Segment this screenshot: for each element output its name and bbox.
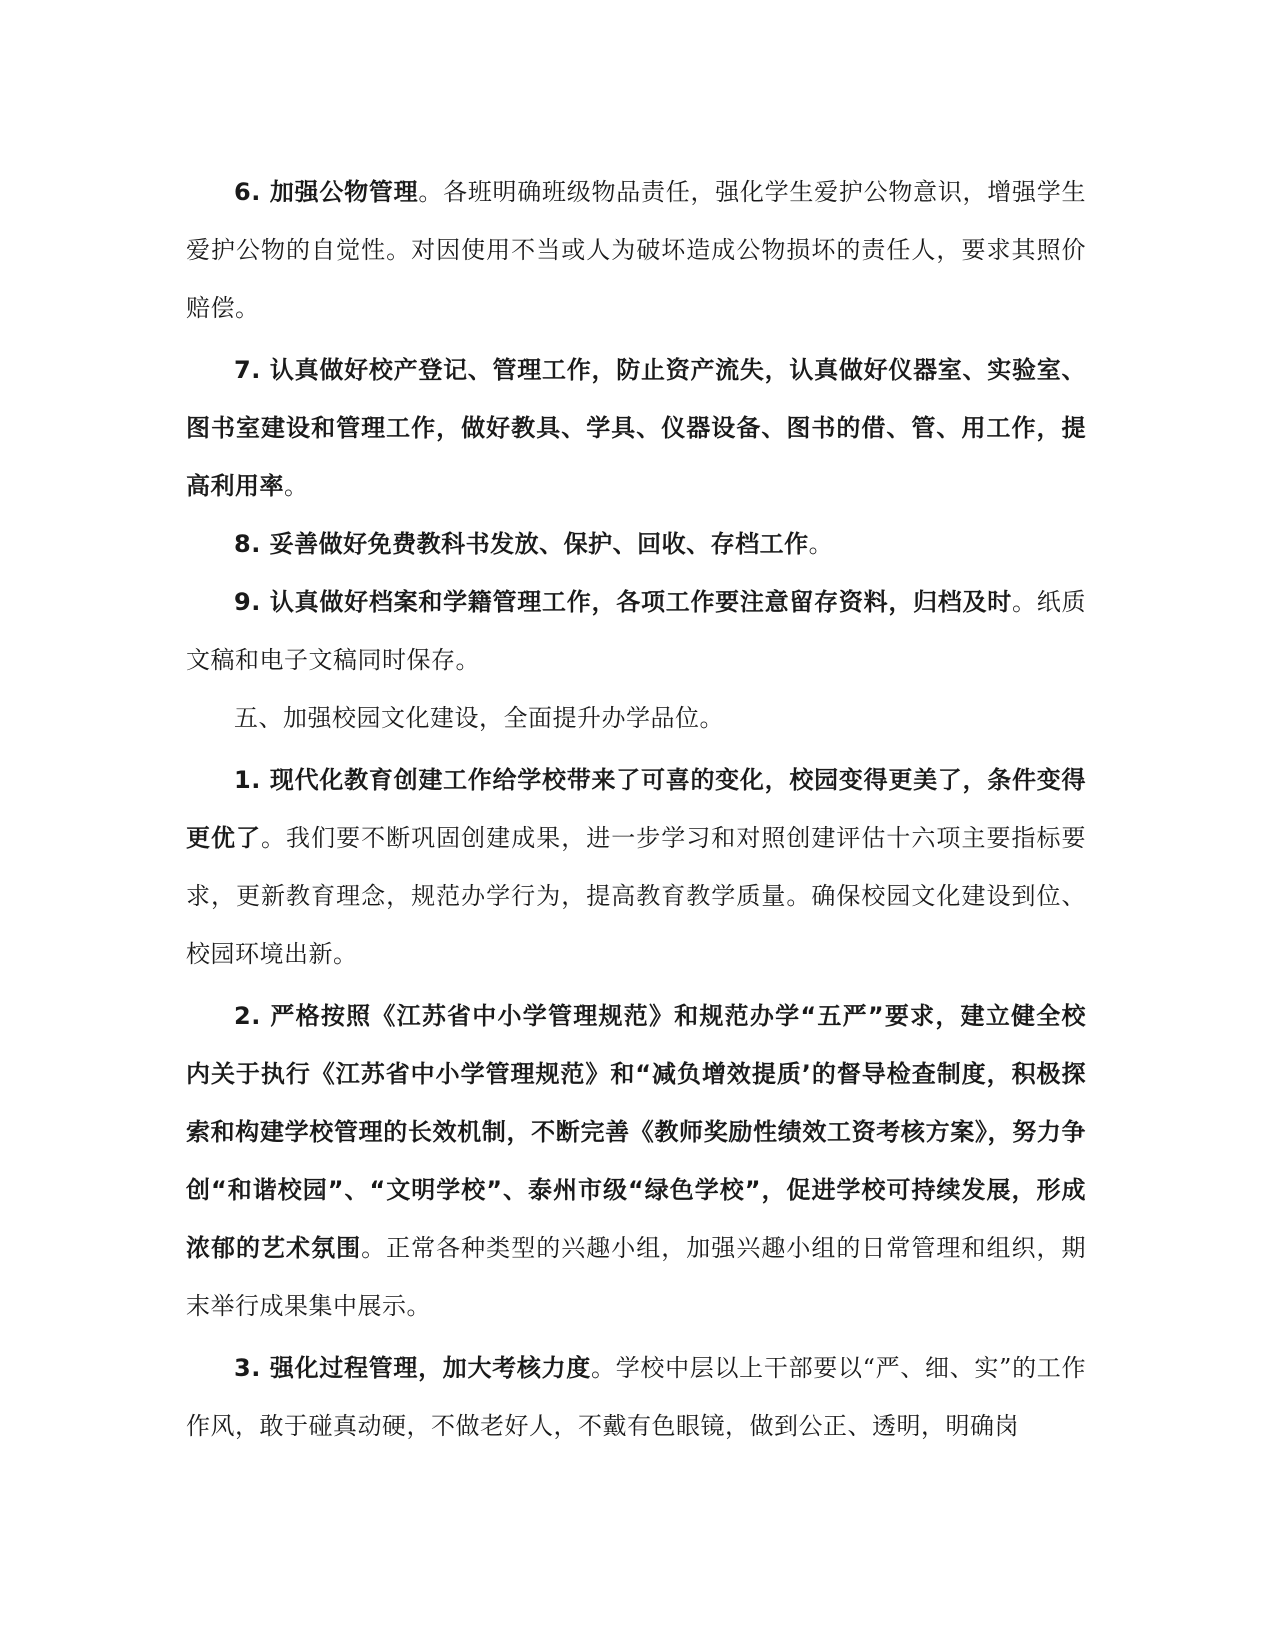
section-five-heading <box>186 689 1086 747</box>
section-five-item-1 <box>186 751 1086 983</box>
section-five-item-2 <box>186 987 1086 1335</box>
section-five-item-3 <box>186 1339 1086 1455</box>
paragraph-7 <box>186 341 1086 515</box>
paragraph-6-text: 。各班明确班级物品责任，强化学生爱护公物意识，增强学生爱护公物的自觉性。对因使用不当或人为破坏造成公物损坏的责任人，要求其照价赔偿。 <box>186 178 1087 322</box>
section-five-text: 五、加强校园文化建设，全面提升办学品位。 <box>234 704 724 732</box>
paragraph-8 <box>186 515 1086 573</box>
paragraph-7-text: 。 <box>284 472 309 500</box>
paragraph-7-heading: 7. 认真做好校产登记、管理工作，防止资产流失，认真做好仪器室、实验室、图书室建设和管理工作，做好教具、学具、仪器设备、图书的借、管、用工作，提高利用率 <box>186 356 1086 500</box>
paragraph-6 <box>186 163 1086 337</box>
document-body <box>186 163 1086 1455</box>
paragraph-6-heading: 6. 加强公物管理 <box>234 178 419 206</box>
paragraph-9-heading: 9. 认真做好档案和学籍管理工作，各项工作要注意留存资料，归档及时 <box>234 588 1013 616</box>
paragraph-9-text: 。纸质文稿和电子文稿同时保存。 <box>186 588 1087 674</box>
paragraph-8-heading: 8. 妥善做好免费教科书发放、保护、回收、存档工作 <box>234 530 809 558</box>
item-2-heading: 2. 严格按照《江苏省中小学管理规范》和规范办学“五严”要求，建立健全校内关于执行《江苏省中小学管理规范》和“减负增效提质’的督导检查制度，积极探索和构建学校管理的长效机制，不断完善《教师奖励性绩效工资考核方案》，努力争创“和谐校园”、“文明学校”、泰州市级“绿色学校”，促进学校可持续发展，形成浓郁的艺术氛围 <box>186 1002 1086 1262</box>
item-2-text: 。正常各种类型的兴趣小组，加强兴趣小组的日常管理和组织，期末举行成果集中展示。 <box>186 1234 1087 1320</box>
paragraph-9 <box>186 573 1086 689</box>
item-3-heading: 3. 强化过程管理，加大考核力度 <box>234 1354 591 1382</box>
item-1-heading: 1. 现代化教育创建工作给学校带来了可喜的变化，校园变得更美了，条件变得更优了 <box>186 766 1086 852</box>
item-3-text: 。学校中层以上干部要以“严、细、实”的工作作风，敢于碰真动硬，不做老好人，不戴有色眼镜，做到公正、透明，明确岗 <box>186 1354 1086 1440</box>
paragraph-8-text: 。 <box>808 530 834 558</box>
item-1-text: 。我们要不断巩固创建成果，进一步学习和对照创建评估十六项主要指标要求，更新教育理念，规范办学行为，提高教育教学质量。确保校园文化建设到位、校园环境出新。 <box>186 824 1087 968</box>
